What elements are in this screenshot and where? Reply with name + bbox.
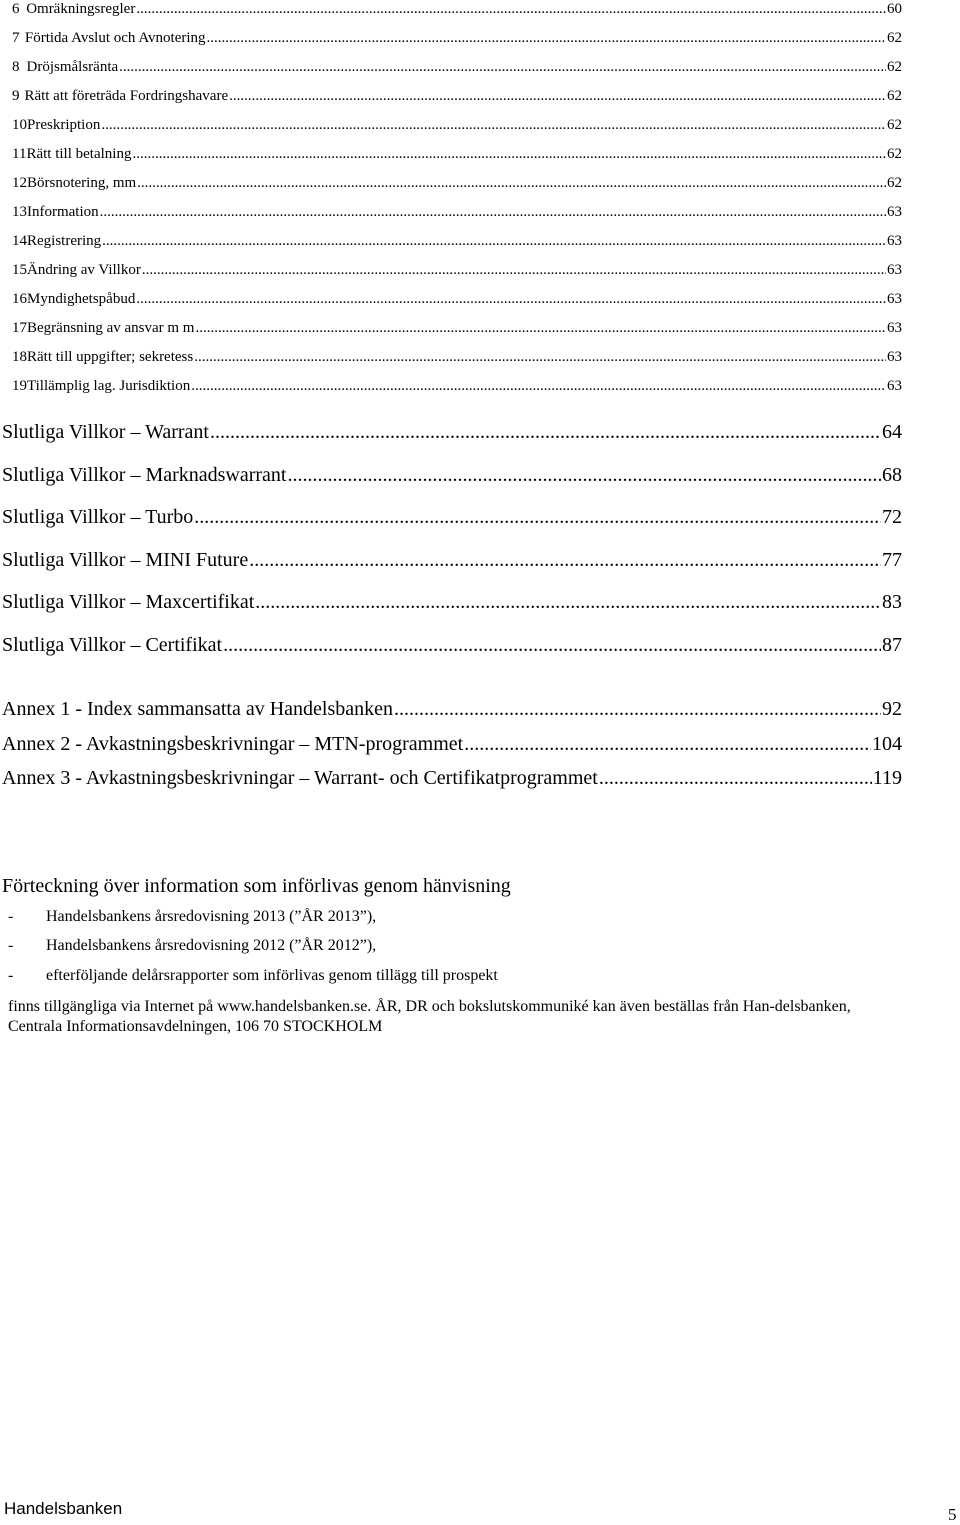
toc-entry-page: 104 [872,732,902,755]
toc-entry-title: Slutliga Villkor – Turbo [2,506,194,529]
toc-dot-leader [194,506,881,529]
toc-entry-title: Information [27,204,99,220]
toc-entry[interactable] [12,262,902,279]
toc-entry[interactable] [12,30,902,47]
toc-entry[interactable] [2,698,902,721]
toc-dot-leader [599,767,872,790]
toc-entry-title: Annex 1 - Index sammansatta av Handelsbanken [2,698,393,720]
toc-entry-number: 6 [12,1,20,17]
toc-entry[interactable] [2,733,902,756]
toc-entry[interactable] [2,634,902,657]
toc-entry-page: 72 [882,506,902,529]
toc-dot-leader [229,88,886,105]
toc-entry-number: 15 [12,262,27,278]
toc-entry-number: 11 [12,146,27,162]
toc-entry-page: 63 [887,262,902,278]
toc-entry-title: Annex 2 - Avkastningsbeskrivningar – MTN-programmet [2,732,464,755]
toc-entry[interactable] [2,767,902,790]
toc-entry-title: Myndighetspåbud [27,291,136,307]
toc-entry[interactable] [12,146,902,163]
toc-dot-leader [255,591,881,614]
toc-entry-page: 60 [887,1,902,17]
toc-entry-page: 63 [887,291,902,307]
toc-entry-page: 92 [882,698,902,720]
toc-entry-page: 63 [887,349,902,365]
toc-entry-page: 62 [887,117,902,133]
toc-entry-title: Preskription [27,117,101,133]
toc-entry-title: Slutliga Villkor – Warrant [2,421,209,443]
toc-dot-leader [137,175,886,192]
toc-entry-page: 87 [882,634,902,656]
references-heading: Förteckning över information som införlivas genom hänvisning [2,875,511,897]
toc-dot-leader [132,146,886,163]
toc-dot-leader [194,349,886,366]
toc-entry-number: 9 [12,88,20,104]
toc-dot-leader [464,733,871,756]
toc-entry[interactable] [2,421,902,444]
toc-dot-leader [288,464,882,487]
toc-entry-title: Förtida Avslut och Avnotering [24,30,206,46]
toc-entry-number: 18 [12,349,27,365]
toc-entry-title: Rätt till betalning [26,146,132,162]
toc-entry-title: Omräkningsregler [26,1,136,17]
toc-entry[interactable] [2,464,902,487]
toc-entry-title: Slutliga Villkor – MINI Future [2,548,249,571]
availability-text: finns tillgängliga via Internet på www.handelsbanken.se. ÅR, DR och bokslutskommuniké kan även beställas från Han-delsbanken, Centrala Informationsavdelningen, 106 70 STOCKHOLM [8,998,851,1035]
toc-entry-title: Begränsning av ansvar m m [27,320,195,336]
toc-entry-page: 64 [882,421,902,443]
toc-entry-page: 62 [887,30,902,46]
toc-dot-leader [195,320,886,337]
reference-text: Handelsbankens årsredovisning 2012 (”ÅR 2012”), [46,937,377,954]
toc-entry-title: Slutliga Villkor – Maxcertifikat [2,591,255,614]
toc-entry[interactable] [12,204,902,221]
toc-entry-title: Rätt till uppgifter; sekretess [27,349,194,365]
toc-entry[interactable] [12,233,902,250]
reference-item [8,908,376,926]
toc-entry-title: Registrering [27,233,102,249]
toc-entry-page: 62 [887,88,902,104]
toc-dot-leader [249,549,881,572]
toc-entry[interactable] [12,88,902,105]
toc-entry-number: 13 [12,204,27,220]
reference-text: efterföljande delårsrapporter som införlivas genom tillägg till prospekt [46,967,498,984]
toc-dot-leader [191,378,886,395]
reference-text: Handelsbankens årsredovisning 2013 (”ÅR 2013”), [46,908,377,925]
toc-entry-number: 19 [12,378,27,394]
toc-entry[interactable] [2,506,902,529]
toc-dot-leader [136,1,886,18]
toc-entry-title: Börsnotering, mm [27,175,137,191]
toc-entry[interactable] [12,291,902,308]
toc-dot-leader [100,204,886,221]
toc-entry[interactable] [12,59,902,76]
toc-entry-number: 12 [12,175,27,191]
toc-dot-leader [101,117,886,134]
toc-entry[interactable] [12,1,902,18]
toc-entry-title: Annex 3 - Avkastningsbeskrivningar – Warrant- och Certifikatprogrammet [2,767,598,789]
reference-item [8,937,376,955]
reference-dash: - [8,967,14,984]
toc-entry-number: 16 [12,291,27,307]
toc-entry-title: Slutliga Villkor – Marknadswarrant [2,463,287,486]
toc-dot-leader [142,262,886,279]
footer-page-number: 5 [948,1505,957,1524]
toc-entry-page: 77 [882,548,902,571]
toc-entry[interactable] [12,117,902,134]
toc-entry-title: Ändring av Villkor [27,262,141,278]
reference-dash: - [8,908,14,925]
toc-dot-leader [119,59,886,76]
toc-entry[interactable] [2,549,902,572]
toc-entry[interactable] [12,320,902,337]
toc-entry-page: 62 [887,146,902,162]
reference-dash: - [8,937,14,954]
toc-entry[interactable] [12,175,902,192]
toc-entry-number: 14 [12,233,27,249]
toc-entry-page: 63 [887,233,902,249]
toc-dot-leader [102,233,886,250]
toc-entry-page: 63 [887,204,902,220]
toc-dot-leader [394,698,881,721]
toc-entry-page: 119 [872,767,902,789]
toc-dot-leader [207,30,886,47]
toc-entry-title: Rätt att företräda Fordringshavare [24,88,229,104]
reference-item [8,967,498,985]
toc-entry-page: 62 [887,175,902,191]
footer-company-name: Handelsbanken [4,1499,123,1518]
toc-entry-page: 83 [882,591,902,614]
toc-dot-leader [210,421,881,444]
toc-dot-leader [136,291,886,308]
toc-entry-page: 63 [887,378,902,394]
toc-entry-title: Tillämplig lag. Jurisdiktion [27,378,191,394]
toc-entry-page: 68 [882,463,902,486]
toc-entry-number: 17 [12,320,27,336]
toc-entry-number: 10 [12,117,27,133]
toc-entry[interactable] [12,349,902,366]
toc-entry-page: 63 [887,320,902,336]
toc-entry[interactable] [2,591,902,614]
toc-dot-leader [223,634,881,657]
toc-entry-title: Dröjsmålsränta [26,59,119,75]
toc-entry-title: Slutliga Villkor – Certifikat [2,634,223,656]
toc-entry-page: 62 [887,59,902,75]
toc-entry-number: 7 [12,30,20,46]
toc-entry-number: 8 [12,59,20,75]
toc-entry[interactable] [12,378,902,395]
